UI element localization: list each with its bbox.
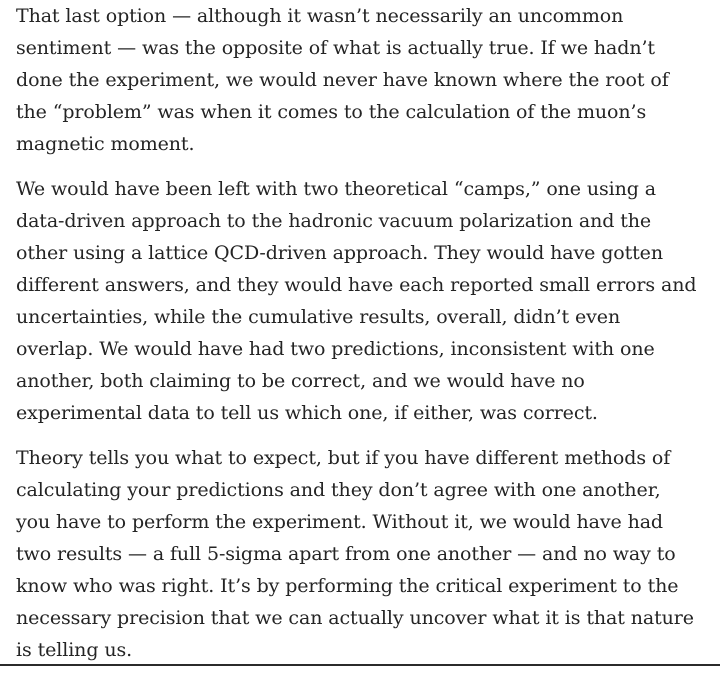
text-line: is telling us. <box>16 639 133 661</box>
text-line: necessary precision that we can actually uncover what it is that nature <box>16 607 694 629</box>
text-line: data-driven approach to the hadronic vacuum polarization and the <box>16 210 652 232</box>
paragraph-2 <box>16 173 720 429</box>
text-line: you have to perform the experiment. Without it, we would have had <box>16 511 663 533</box>
paragraph-1 <box>16 0 720 160</box>
article-body <box>16 0 720 679</box>
text-line: different answers, and they would have each reported small errors and <box>16 274 697 296</box>
text-line: other using a lattice QCD-driven approach. They would have gotten <box>16 242 663 264</box>
text-line: another, both claiming to be correct, and we would have no <box>16 370 585 392</box>
text-line: sentiment — was the opposite of what is actually true. If we hadn’t <box>16 37 655 59</box>
text-line: experimental data to tell us which one, if either, was correct. <box>16 402 598 424</box>
text-line: uncertainties, while the cumulative results, overall, didn’t even <box>16 306 621 328</box>
text-line: done the experiment, we would never have known where the root of <box>16 69 669 91</box>
text-line: That last option — although it wasn’t necessarily an uncommon <box>16 5 624 27</box>
text-line: two results — a full 5-sigma apart from one another — and no way to <box>16 543 676 565</box>
text-line: magnetic moment. <box>16 133 195 155</box>
text-line: know who was right. It’s by performing the critical experiment to the <box>16 575 679 597</box>
text-line: Theory tells you what to expect, but if you have different methods of <box>16 447 671 469</box>
text-line: calculating your predictions and they don’t agree with one another, <box>16 479 661 501</box>
text-line: overlap. We would have had two predictions, inconsistent with one <box>16 338 655 360</box>
text-line: We would have been left with two theoretical “camps,” one using a <box>16 178 657 200</box>
text-line: the “problem” was when it comes to the calculation of the muon’s <box>16 101 647 123</box>
paragraph-3 <box>16 442 720 666</box>
